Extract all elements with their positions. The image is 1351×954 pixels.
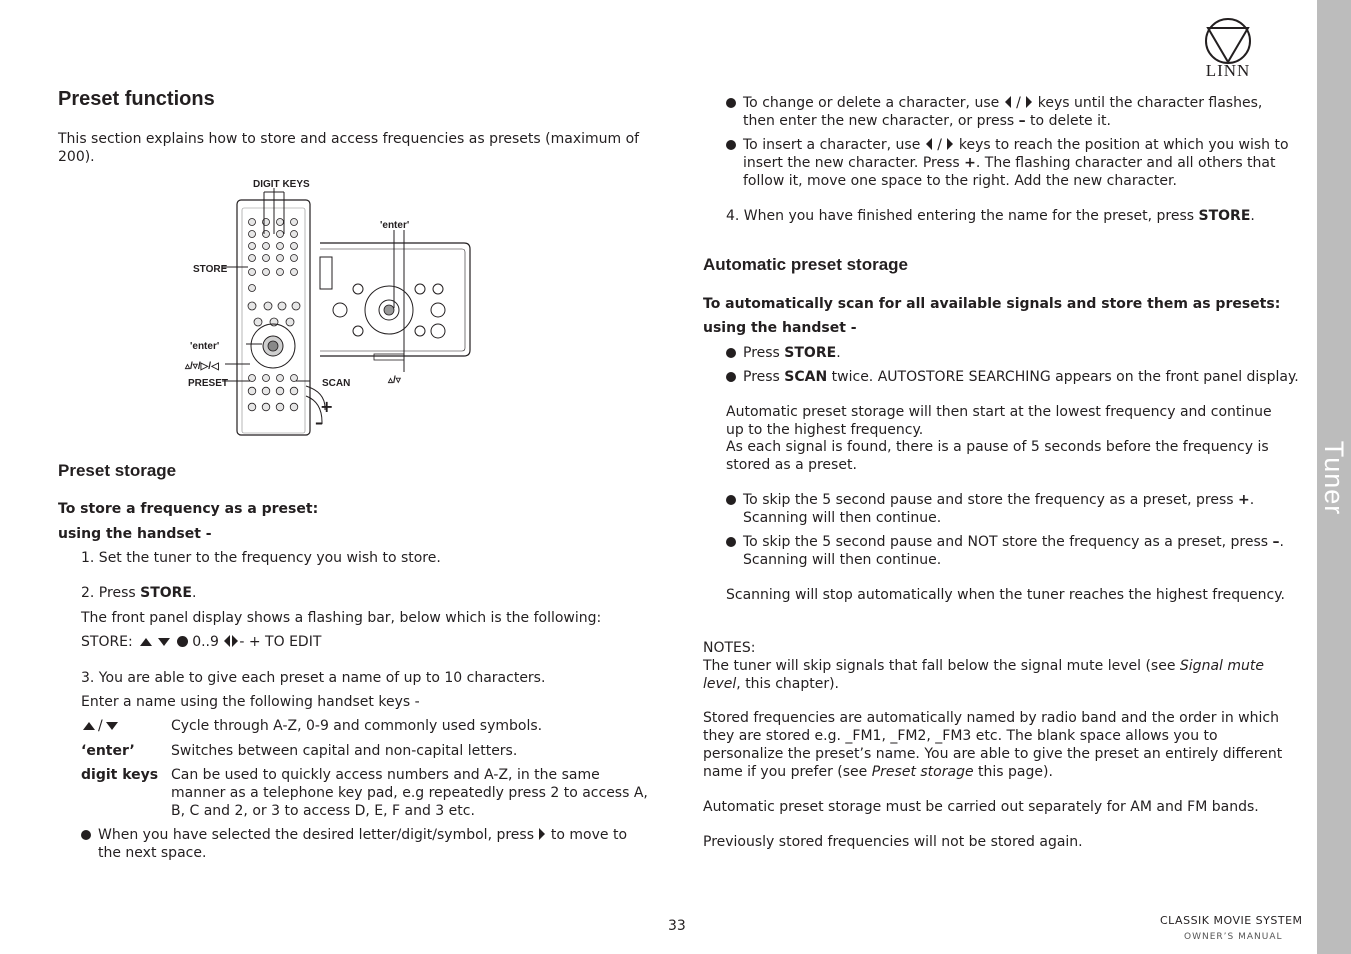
right-triangle-icon bbox=[232, 635, 238, 647]
n2-ital: Preset storage bbox=[871, 764, 974, 780]
right-arrow-icon bbox=[539, 828, 545, 840]
n2-pre: Stored frequencies are automatically named by radio band and the order in which they are stored e.g. _FM1, _FM2, _FM3 etc. The blank space allows you to personalize the preset’s name. You are able to give the preset an entirely different name if you prefer (see bbox=[703, 710, 1283, 780]
auto-bullet-store bbox=[743, 344, 1293, 362]
up-triangle-icon bbox=[140, 638, 152, 646]
label-enter-remote: 'enter' bbox=[190, 341, 220, 352]
auto-bullet-scan bbox=[743, 368, 1303, 386]
b4-pre: To skip the 5 second pause and NOT store the frequency as a preset, press bbox=[743, 534, 1273, 550]
left-triangle-icon bbox=[224, 635, 230, 647]
move-next-post: to move to the next space. bbox=[98, 827, 628, 861]
linn-logo bbox=[1200, 16, 1256, 82]
auto-bullet-skip-store bbox=[743, 491, 1293, 527]
b1-bold: STORE bbox=[784, 345, 837, 361]
label-digit-keys: DIGIT KEYS bbox=[253, 179, 310, 190]
n1-pre: The tuner will skip signals that fall below the signal mute level (see bbox=[703, 658, 1180, 674]
store-prefix: STORE: bbox=[81, 634, 133, 650]
store-step-2 bbox=[81, 584, 196, 602]
label-enter-unit: 'enter' bbox=[380, 220, 410, 231]
move-next-pre: When you have selected the desired letter/digit/symbol, press bbox=[98, 827, 539, 843]
note-3: Automatic preset storage must be carried out separately for AM and FM bands. bbox=[703, 799, 1259, 815]
insert-bold: + bbox=[964, 155, 976, 171]
label-minus: – bbox=[315, 413, 323, 432]
right-arrow-icon bbox=[947, 138, 953, 150]
label-store: STORE bbox=[193, 264, 228, 275]
logo-wordmark: LINN bbox=[1205, 61, 1251, 80]
key-updown: / bbox=[81, 717, 161, 735]
step2-post: . bbox=[192, 585, 197, 601]
insert-post: . The flashing character and all others that follow it, move one space to the right. Add the new character. bbox=[743, 155, 1276, 189]
left-arrow-icon bbox=[1005, 96, 1011, 108]
b2-pre: Press bbox=[743, 369, 785, 385]
step4-post: . bbox=[1250, 208, 1255, 224]
insert-mid: keys to reach the position at which you wish to insert the new character. Press bbox=[743, 137, 1289, 171]
change-mid: keys until the character flashes, then enter the new character, or press bbox=[743, 95, 1263, 129]
b3-bold: + bbox=[1238, 492, 1250, 508]
change-bold: – bbox=[1018, 113, 1026, 129]
intro-text: This section explains how to store and access frequencies as presets (maximum of 200). bbox=[58, 131, 640, 165]
display-description: The front panel display shows a flashing bar, below which is the following: bbox=[81, 610, 602, 626]
b4-post: . Scanning will then continue. bbox=[743, 534, 1284, 568]
b3-post: . Scanning will then continue. bbox=[743, 492, 1255, 526]
key-down-icon bbox=[106, 722, 118, 730]
b1-pre: Press bbox=[743, 345, 785, 361]
left-arrow-icon bbox=[926, 138, 932, 150]
b4-bold: – bbox=[1272, 534, 1280, 550]
step4-pre: 4. When you have finished entering the name for the preset, press bbox=[726, 208, 1199, 224]
label-updown-unit: ▵/▿ bbox=[388, 375, 401, 386]
store-display-line bbox=[81, 633, 321, 651]
label-arrow-keys: ▵/▿/▷/◁ bbox=[185, 361, 219, 372]
store-digits: 0..9 bbox=[192, 634, 219, 650]
enter-name-instruction: Enter a name using the following handset keys - bbox=[81, 694, 420, 710]
store-step-4 bbox=[726, 207, 1255, 225]
auto-using-handset: using the handset - bbox=[703, 320, 857, 336]
b2-post: twice. AUTOSTORE SEARCHING appears on the front panel display. bbox=[827, 369, 1299, 385]
move-next-bullet bbox=[98, 826, 643, 862]
note-4: Previously stored frequencies will not be stored again. bbox=[703, 834, 1083, 850]
side-tab-label: Tuner bbox=[1319, 440, 1349, 516]
change-char-bullet: To change or delete a character, use / keys until the character flashes, then enter the new character, or press – to delete it. bbox=[743, 94, 1293, 130]
auto-storage-heading: Automatic preset storage bbox=[703, 255, 908, 274]
store-using-handset: using the handset - bbox=[58, 526, 212, 542]
page-number: 33 bbox=[668, 918, 686, 934]
change-pre: To change or delete a character, use bbox=[743, 95, 1004, 111]
n1-post: , this chapter). bbox=[736, 676, 839, 692]
preset-storage-heading: Preset storage bbox=[58, 461, 177, 480]
label-scan: SCAN bbox=[322, 378, 351, 389]
footer-product: CLASSIK MOVIE SYSTEM bbox=[1160, 914, 1303, 927]
b2-bold: SCAN bbox=[784, 369, 828, 385]
note-1 bbox=[703, 657, 1298, 693]
step2-bold: STORE bbox=[140, 585, 192, 601]
n2-post: this page). bbox=[973, 764, 1053, 780]
auto-para-3: Scanning will stop automatically when the tuner reaches the highest frequency. bbox=[726, 587, 1285, 603]
auto-para-1: Automatic preset storage will then start at the lowest frequency and continue up to the highest frequency. bbox=[726, 404, 1272, 438]
down-triangle-icon bbox=[158, 638, 170, 646]
b3-pre: To skip the 5 second pause and store the frequency as a preset, press bbox=[743, 492, 1239, 508]
store-instruction: To store a frequency as a preset: bbox=[58, 501, 319, 517]
auto-bullet-skip-nostore bbox=[743, 533, 1293, 569]
key-updown-desc: Cycle through A-Z, 0-9 and commonly used symbols. bbox=[171, 718, 543, 734]
page-title: Preset functions bbox=[58, 88, 215, 110]
note-2 bbox=[703, 709, 1298, 781]
store-step-3: 3. You are able to give each preset a name of up to 10 characters. bbox=[81, 670, 546, 686]
store-step-1: 1. Set the tuner to the frequency you wish to store. bbox=[81, 550, 441, 566]
label-plus: + bbox=[320, 397, 334, 416]
key-digit-desc: Can be used to quickly access numbers and A-Z, in the same manner as a telephone key pad, e.g repeatedly press 2 to access A, B, C and 2, or 3 to access D, E, F and 3 etc. bbox=[171, 767, 648, 819]
right-arrow-icon bbox=[1026, 96, 1032, 108]
label-preset: PRESET bbox=[188, 378, 229, 389]
b1-post: . bbox=[836, 345, 841, 361]
key-enter: ‘enter’ bbox=[81, 743, 135, 759]
step4-bold: STORE bbox=[1198, 208, 1251, 224]
n1-ital: Signal mute level bbox=[703, 658, 1264, 692]
auto-instruction: To automatically scan for all available signals and store them as presets: bbox=[703, 296, 1281, 312]
bullet-dot-icon bbox=[177, 636, 188, 647]
change-post: to delete it. bbox=[1025, 113, 1111, 129]
insert-pre: To insert a character, use bbox=[743, 137, 925, 153]
key-up-icon bbox=[83, 722, 95, 730]
footer-manual: OWNER’S MANUAL bbox=[1184, 932, 1283, 942]
step2-pre: 2. Press bbox=[81, 585, 141, 601]
key-digit: digit keys bbox=[81, 767, 159, 783]
auto-para-2: As each signal is found, there is a pause of 5 seconds before the frequency is stored as a preset. bbox=[726, 439, 1269, 473]
key-enter-desc: Switches between capital and non-capital letters. bbox=[171, 743, 518, 759]
insert-char-bullet: To insert a character, use / keys to reach the position at which you wish to insert the new character. Press +. The flashing character and all others that follow it, move one space to the right. Add the new character. bbox=[743, 136, 1293, 190]
notes-heading: NOTES: bbox=[703, 640, 756, 656]
remote-and-unit-diagram bbox=[180, 172, 480, 437]
store-suffix: - + TO EDIT bbox=[239, 634, 322, 650]
